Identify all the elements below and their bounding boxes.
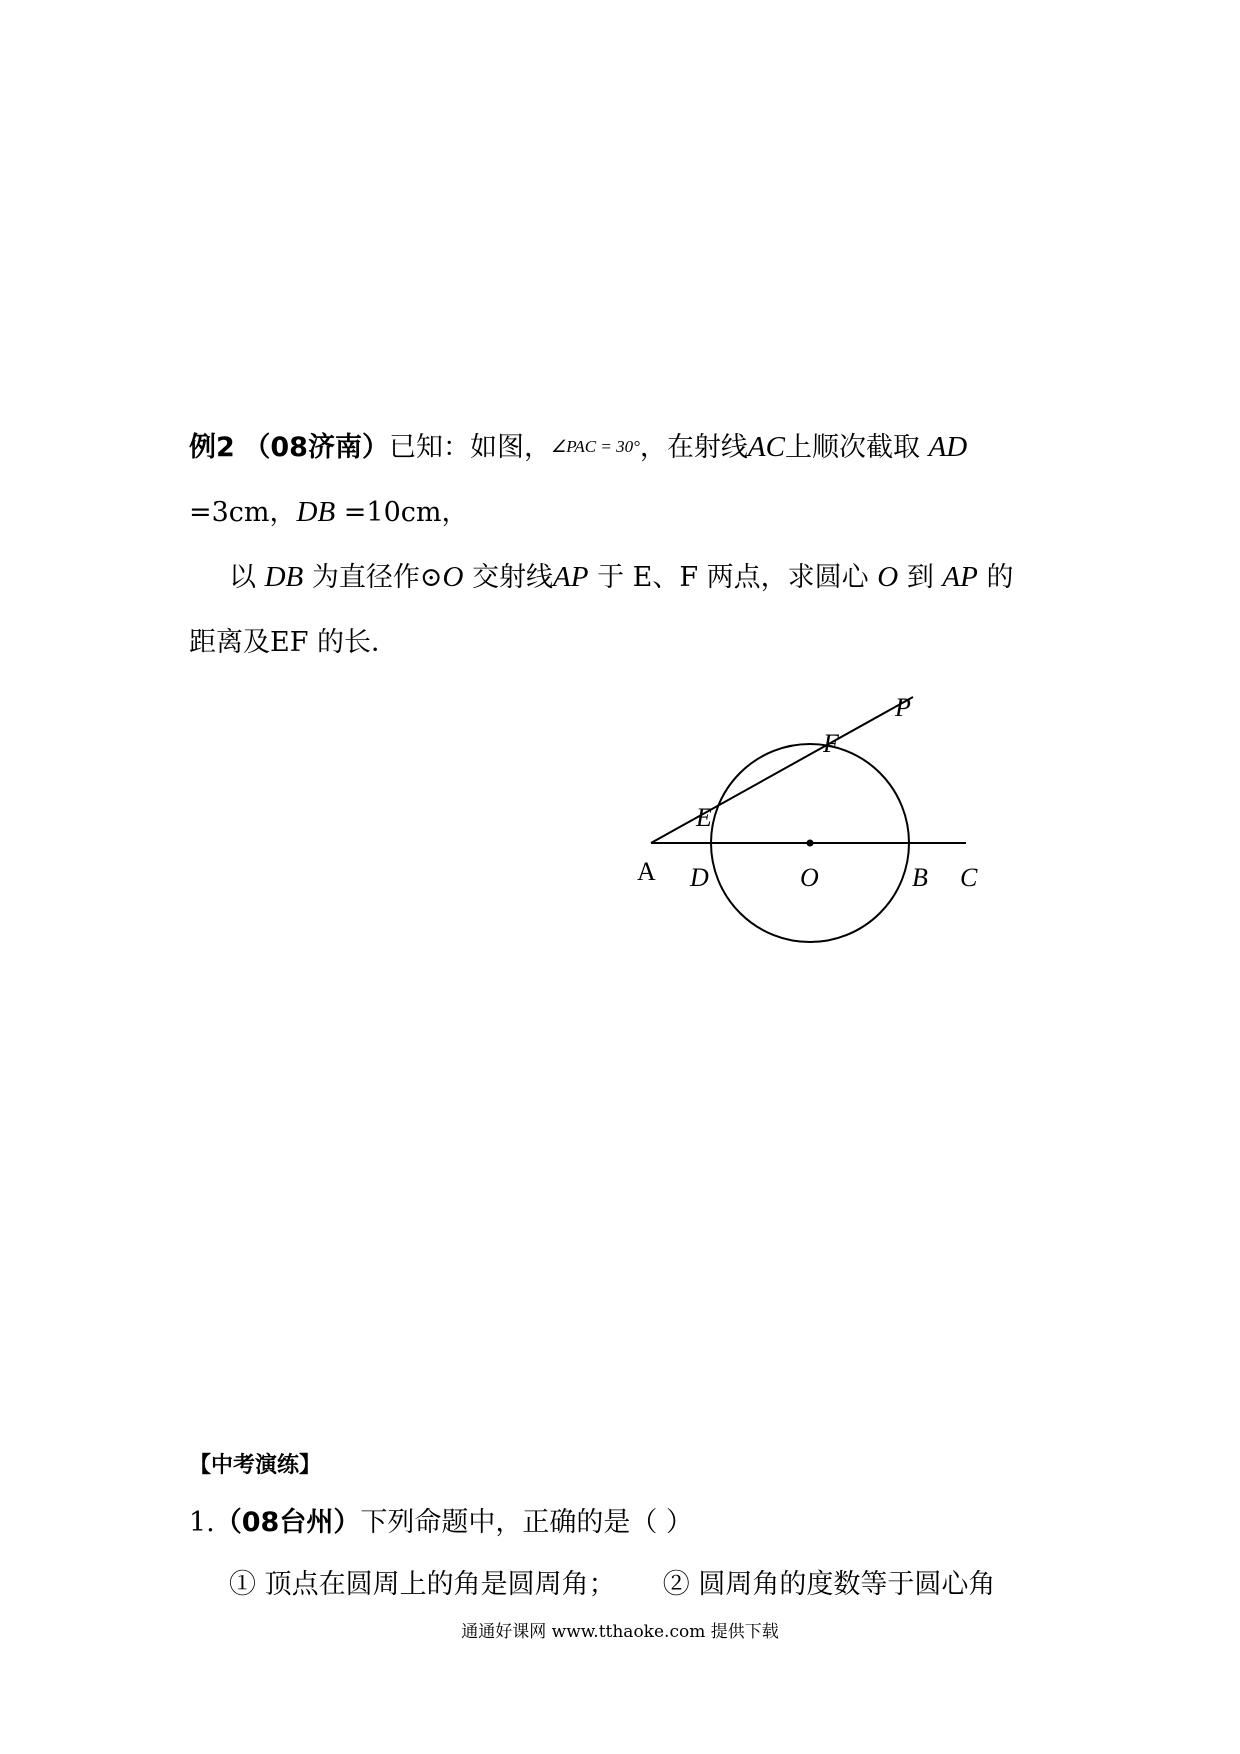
option-1-text: 顶点在圆周上的角是圆周角；	[264, 1569, 616, 1600]
text-fragment: 距离及EF 的长．	[189, 627, 399, 658]
ray-ac: AC	[747, 431, 785, 463]
label-c: C	[960, 863, 978, 892]
label-b: B	[912, 863, 928, 892]
segment-db: DB	[296, 496, 336, 528]
label-d: D	[690, 863, 709, 892]
after-angle-text: ，在射线	[639, 432, 748, 463]
center-o-dot	[807, 840, 814, 847]
example-label: 例2	[189, 432, 235, 463]
segment-ad: AD	[928, 431, 968, 463]
option-1-mark: ①	[229, 1569, 256, 1600]
question-source: （08台州）	[214, 1507, 361, 1538]
question-text: 下列命题中，正确的是（ ）	[360, 1507, 693, 1538]
point-o-2: O	[877, 561, 899, 593]
option-2-mark: ②	[662, 1569, 690, 1600]
text-fragment: 以	[229, 562, 256, 593]
cut-text: 上顺次截取	[784, 432, 920, 463]
segment-db-2: DB	[264, 561, 304, 593]
text-fragment: 为直径作⊙	[311, 562, 443, 593]
example-line-2	[189, 490, 469, 529]
example-line-1	[189, 425, 967, 464]
text-fragment: 于 E、F 两点，求圆心	[597, 562, 869, 593]
db-length: =10cm，	[335, 497, 469, 528]
question-1-options	[229, 1562, 995, 1601]
label-o: O	[800, 863, 819, 892]
example-line-4	[189, 620, 398, 659]
ray-ap: AP	[553, 561, 589, 593]
label-a: A	[637, 857, 656, 886]
practice-header: 【中考演练】	[189, 1453, 322, 1478]
text-fragment: 的	[986, 562, 1014, 593]
example-line-3	[229, 555, 1013, 594]
point-o: O	[442, 561, 464, 593]
example-source: （08济南）	[243, 432, 389, 463]
ray-ap-line	[651, 697, 913, 843]
ray-ap-2: AP	[942, 561, 978, 593]
ad-length: =3cm，	[189, 497, 297, 528]
example-intro: 已知：如图，	[388, 432, 551, 463]
label-f: F	[823, 729, 839, 758]
text-fragment: 交射线	[472, 562, 554, 593]
geometry-figure	[620, 680, 1000, 970]
text-fragment: 到	[906, 562, 934, 593]
question-number: 1.	[189, 1507, 215, 1538]
angle-expression: ∠PAC = 30°	[550, 437, 640, 456]
label-e: E	[696, 803, 712, 832]
question-1	[189, 1500, 693, 1539]
page-footer: 通通好课网 www.tthaoke.com 提供下载	[461, 1622, 779, 1642]
option-2-text: 圆周角的度数等于圆心角	[698, 1569, 996, 1600]
label-p: P	[895, 693, 911, 722]
